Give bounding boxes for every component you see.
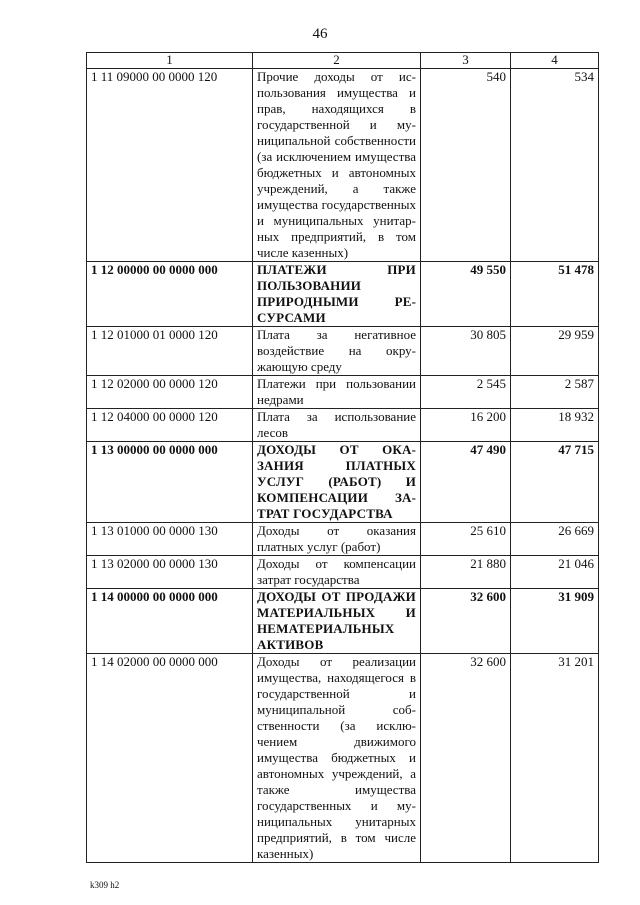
- budget-code-cell: 1 12 01000 01 0000 120: [87, 327, 253, 376]
- revenue-name-cell: Доходы от реализации имущества, находящегося в государственной и муниципальной собственности (за исключением движимого имущества бюджетных и автономных учреждений, а также имущества государственных и муниципальных унитарных предприятий, в том числе казенных): [253, 654, 421, 863]
- table-row: [87, 69, 599, 262]
- revenue-name-cell: Доходы от оказания платных услуг (работ): [253, 523, 421, 556]
- budget-code-cell: 1 14 02000 00 0000 000: [87, 654, 253, 863]
- revenue-name-cell: Прочие доходы от использования имущества и прав, находящихся в государственной и муниципальной собственности (за исключением имущества бюджетных и автономных учреждений, а также имущества государственных и муниципальных унитарных предприятий, в том числе казенных): [253, 69, 421, 262]
- table-row: [87, 442, 599, 523]
- value-col4-cell: 21 046: [511, 556, 599, 589]
- revenue-name-cell: ДОХОДЫ ОТ ОКАЗАНИЯ ПЛАТНЫХ УСЛУГ (РАБОТ) И КОМПЕНСАЦИИ ЗАТРАТ ГОСУДАРСТВА: [253, 442, 421, 523]
- table-row: [87, 262, 599, 327]
- page-number: 46: [312, 26, 328, 42]
- revenue-name-cell: Плата за негативное воздействие на окружающую среду: [253, 327, 421, 376]
- value-col3-cell: 540: [421, 69, 511, 262]
- table-row: [87, 376, 599, 409]
- revenue-name-cell: Платежи при пользовании недрами: [253, 376, 421, 409]
- footer-mark: k309 h2: [90, 880, 120, 890]
- value-col4-cell: 31 909: [511, 589, 599, 654]
- value-col4-cell: 2 587: [511, 376, 599, 409]
- table-row: [87, 654, 599, 863]
- value-col4-cell: 534: [511, 69, 599, 262]
- revenue-name-cell: Плата за использование лесов: [253, 409, 421, 442]
- table-row: [87, 409, 599, 442]
- value-col3-cell: 47 490: [421, 442, 511, 523]
- value-col4-cell: 51 478: [511, 262, 599, 327]
- column-number-row: [87, 53, 599, 69]
- value-col4-cell: 26 669: [511, 523, 599, 556]
- revenue-name-cell: Доходы от компенсации затрат государства: [253, 556, 421, 589]
- column-number: 1: [87, 53, 253, 69]
- value-col4-cell: 31 201: [511, 654, 599, 863]
- column-number: 3: [421, 53, 511, 69]
- revenue-table: [86, 52, 599, 863]
- budget-code-cell: 1 13 00000 00 0000 000: [87, 442, 253, 523]
- value-col3-cell: 21 880: [421, 556, 511, 589]
- budget-code-cell: 1 14 00000 00 0000 000: [87, 589, 253, 654]
- value-col3-cell: 32 600: [421, 589, 511, 654]
- value-col4-cell: 18 932: [511, 409, 599, 442]
- value-col3-cell: 16 200: [421, 409, 511, 442]
- value-col4-cell: 29 959: [511, 327, 599, 376]
- value-col3-cell: 49 550: [421, 262, 511, 327]
- revenue-name-cell: ПЛАТЕЖИ ПРИ ПОЛЬЗОВАНИИ ПРИРОДНЫМИ РЕСУРСАМИ: [253, 262, 421, 327]
- budget-code-cell: 1 13 01000 00 0000 130: [87, 523, 253, 556]
- budget-code-cell: 1 13 02000 00 0000 130: [87, 556, 253, 589]
- budget-code-cell: 1 12 00000 00 0000 000: [87, 262, 253, 327]
- value-col3-cell: 25 610: [421, 523, 511, 556]
- table-row: [87, 523, 599, 556]
- value-col4-cell: 47 715: [511, 442, 599, 523]
- table-row: [87, 589, 599, 654]
- column-number: 2: [253, 53, 421, 69]
- table-row: [87, 327, 599, 376]
- table-row: [87, 556, 599, 589]
- revenue-name-cell: ДОХОДЫ ОТ ПРОДАЖИ МАТЕРИАЛЬНЫХ И НЕМАТЕРИАЛЬНЫХ АКТИВОВ: [253, 589, 421, 654]
- value-col3-cell: 32 600: [421, 654, 511, 863]
- column-number: 4: [511, 53, 599, 69]
- value-col3-cell: 2 545: [421, 376, 511, 409]
- budget-code-cell: 1 11 09000 00 0000 120: [87, 69, 253, 262]
- budget-code-cell: 1 12 04000 00 0000 120: [87, 409, 253, 442]
- budget-code-cell: 1 12 02000 00 0000 120: [87, 376, 253, 409]
- value-col3-cell: 30 805: [421, 327, 511, 376]
